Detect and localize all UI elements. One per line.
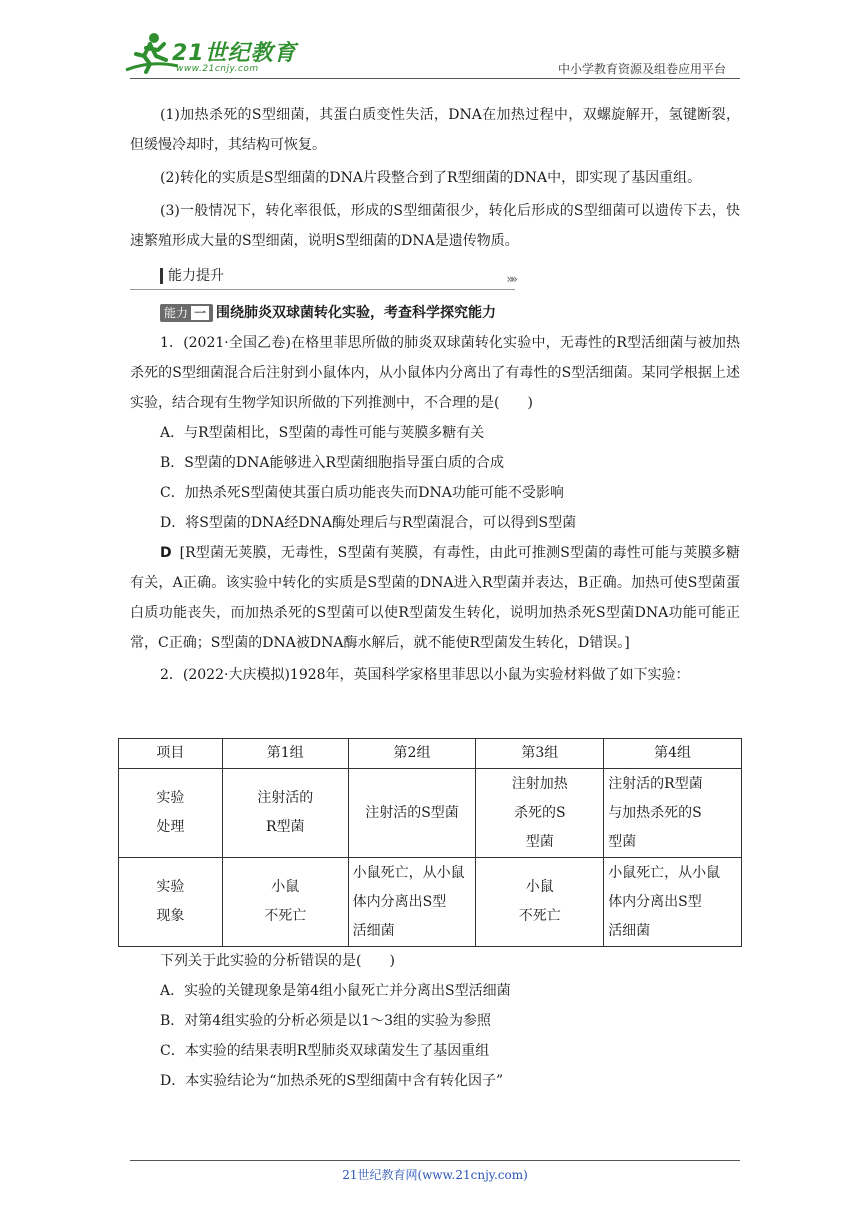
question-2-question: 下列关于此实验的分析错误的是( ) [160,953,395,969]
logo-url: www.21cnjy.com [176,64,259,74]
footer-text: 21世纪教育网(www.21cnjy.com) [342,1168,528,1182]
footer-divider [130,1160,740,1161]
ability-heading [130,298,740,326]
logo-text: 21世纪教育 [172,41,297,66]
table-cell: 注射活的 R型菌 [222,769,348,858]
paragraph-2: (2)转化的实质是S型细菌的DNA片段整合到了R型细菌的DNA中，即实现了基因重组。 [160,170,702,186]
chevron-right-icon: »» [506,272,515,286]
question-2-option-b: B．对第4组实验的分析必须是以1～3组的实验为参照 [160,1013,492,1029]
header-divider [130,78,740,79]
table-cell: 注射活的R型菌 与加热杀死的S 型菌 [604,769,742,858]
answer-explanation: [R型菌无荚膜，无毒性，S型菌有荚膜，有毒性，由此可推测S型菌的毒性可能与荚膜多糖有关，A正确。该实验中转化的实质是S型菌的DNA进入R型菌并表达，B正确。加热可使S型菌蛋白质功能丧失，而加热杀死的S型菌可以使R型菌发生转化，说明加热杀死S型菌DNA功能可能正常，C正确；S型菌的DNA被DNA酶水解后，就不能使R型菌发生转化，D错误。] [130,545,740,651]
question-2-option-c: C．本实验的结果表明R型肺炎双球菌发生了基因重组 [160,1043,490,1059]
experiment-table [118,738,742,947]
section-marker [160,268,163,284]
question-2-body [130,944,740,1096]
page-header [120,30,740,80]
main-content [130,100,740,690]
section-label: 能力提升 [168,268,224,284]
paragraph-3: (3)一般情况下，转化率很低，形成的S型细菌很少，转化后形成的S型细菌可以遗传下去，快速繁殖形成大量的S型细菌，说明S型细菌的DNA是遗传物质。 [130,203,740,249]
question-2-option-d: D．本实验结论为“加热杀死的S型细菌中含有转化因子” [160,1073,504,1089]
question-1-stem: 1．(2021·全国乙卷)在格里菲思所做的肺炎双球菌转化实验中，无毒性的R型活细菌与被加热杀死的S型细菌混合后注射到小鼠体内，从小鼠体内分离出了有毒性的S型活细菌。某同学根据上述实验，结合现有生物学知识所做的下列推测中，不合理的是( ) [130,335,740,411]
table-cell: 小鼠死亡，从小鼠 体内分离出S型 活细菌 [604,858,742,947]
answer-letter: D [160,545,172,561]
table-row [119,769,742,858]
question-1-option-d: D．将S型菌的DNA经DNA酶处理后与R型菌混合，可以得到S型菌 [160,515,577,531]
paragraph-1: (1)加热杀死的S型细菌，其蛋白质变性失活，DNA在加热过程中，双螺旋解开，氢键断裂，但缓慢冷却时，其结构可恢复。 [130,107,740,153]
table-header-row [119,739,742,769]
question-1-answer [130,538,740,658]
logo [120,30,300,78]
ability-tag-number: 一 [191,306,209,320]
question-2-stem: 2．(2022·大庆模拟)1928年，英国科学家格里菲思以小鼠为实验材料做了如下实验： [160,667,690,683]
table-cell: 小鼠死亡，从小鼠 体内分离出S型 活细菌 [348,858,476,947]
question-2-option-a: A．实验的关键现象是第4组小鼠死亡并分离出S型活细菌 [160,983,511,999]
question-1-option-c: C．加热杀死S型菌使其蛋白质功能丧失而DNA功能可能不受影响 [160,485,564,501]
table-cell: 小鼠 不死亡 [222,858,348,947]
table-row [119,858,742,947]
table-cell: 实验 处理 [119,769,223,858]
section-heading [130,262,515,290]
table-cell: 注射活的S型菌 [348,769,476,858]
table-header-cell: 第2组 [348,739,476,769]
question-1-option-a: A．与R型菌相比，S型菌的毒性可能与荚膜多糖有关 [160,425,485,441]
table-header-cell: 第4组 [604,739,742,769]
table-cell: 小鼠 不死亡 [476,858,604,947]
table-header-cell: 第3组 [476,739,604,769]
table-header-cell: 第1组 [222,739,348,769]
table-header-cell: 项目 [119,739,223,769]
ability-tag-label: 能力 [164,306,189,320]
runner-icon [120,30,180,78]
table-cell: 注射加热 杀死的S 型菌 [476,769,604,858]
ability-tag [160,304,213,322]
header-platform-name: 中小学教育资源及组卷应用平台 [557,62,726,76]
question-1-option-b: B．S型菌的DNA能够进入R型菌细胞指导蛋白质的合成 [160,455,505,471]
ability-title: 围绕肺炎双球菌转化实验，考查科学探究能力 [216,305,496,321]
table-cell: 实验 现象 [119,858,223,947]
